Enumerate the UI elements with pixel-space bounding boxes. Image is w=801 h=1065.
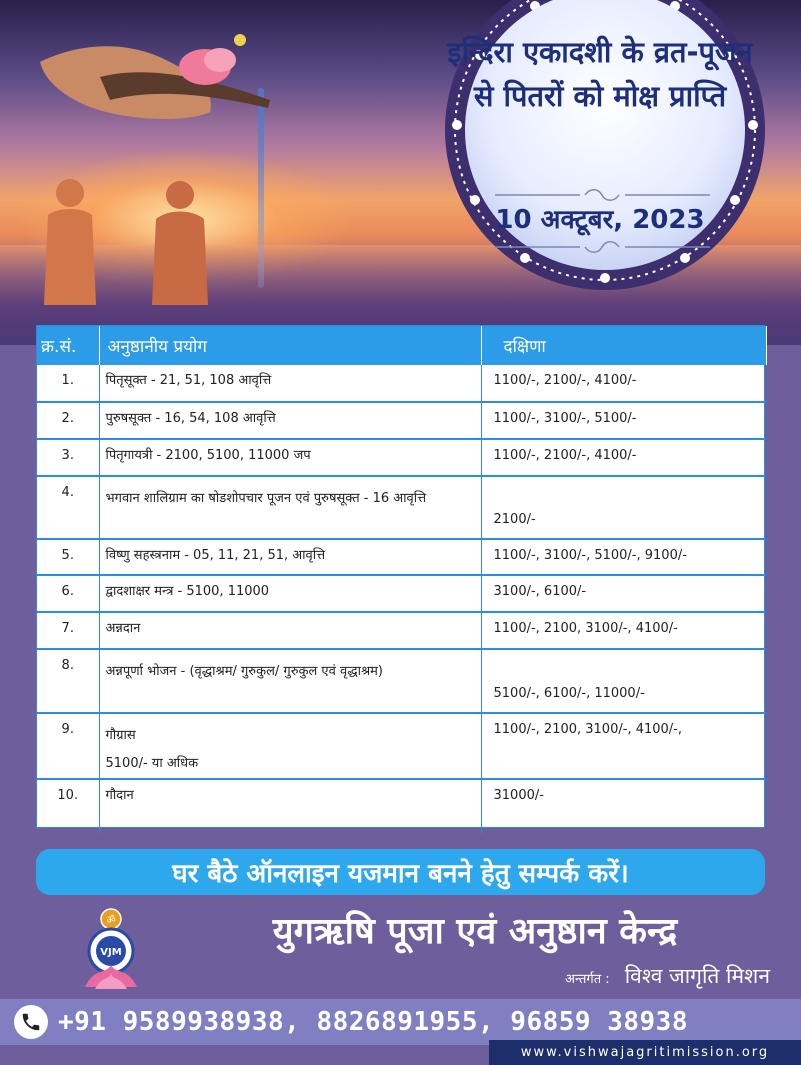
phone-bar	[0, 999, 801, 1045]
org-name: युगऋषि पूजा एवं अनुष्ठान केन्द्र	[272, 911, 678, 952]
logo-text: VJM	[100, 947, 122, 958]
row-number: 4.	[37, 476, 99, 539]
row-number: 8.	[37, 649, 99, 713]
table-row	[37, 365, 766, 402]
table-row	[37, 779, 766, 833]
row-number: 7.	[37, 612, 99, 649]
table-row	[37, 439, 766, 476]
table-row	[37, 713, 766, 779]
page-title: इन्दिरा एकादशी के व्रत-पूजन से पितरों को मोक्ष प्राप्ति	[447, 35, 753, 113]
ritual-name: अन्नदान	[99, 612, 481, 649]
table-row	[37, 539, 766, 575]
row-number: 10.	[37, 779, 99, 833]
fee-amount: 3100/-, 6100/-	[481, 575, 766, 612]
ritual-name-line: गौग्रास	[105, 728, 136, 743]
column-header-serial: क्र.सं.	[37, 326, 99, 365]
ritual-name: गौदान	[99, 779, 481, 833]
parent-org-name: विश्व जागृति मिशन	[624, 964, 770, 988]
vjm-logo-icon	[75, 905, 147, 997]
offering-hands-icon	[40, 22, 280, 132]
fee-amount: 1100/-, 2100/-, 4100/-	[481, 365, 766, 402]
ritual-name: भगवान शालिग्राम का षोडशोपचार पूजन एवं पुरुषसूक्त - 16 आवृत्ति	[99, 476, 481, 539]
fee-amount: 1100/-, 2100/-, 4100/-	[481, 439, 766, 476]
ritual-name: पुरुषसूक्त - 16, 54, 108 आवृत्ति	[99, 402, 481, 439]
phone-icon	[14, 1005, 48, 1039]
fee-amount: 1100/-, 2100, 3100/-, 4100/-	[481, 612, 766, 649]
ritual-name: विष्णु सहस्त्रनाम - 05, 11, 21, 51, आवृत्ति	[99, 539, 481, 575]
ritual-name: पितृसूक्त - 21, 51, 108 आवृत्ति	[99, 365, 481, 402]
row-number: 2.	[37, 402, 99, 439]
row-number: 3.	[37, 439, 99, 476]
fee-amount: 5100/-, 6100/-, 11000/-	[481, 649, 766, 713]
row-number: 1.	[37, 365, 99, 402]
ritual-name	[99, 713, 481, 779]
devotee-silhouette-icon	[40, 175, 100, 305]
fee-amount: 1100/-, 3100/-, 5100/-	[481, 402, 766, 439]
event-date: 10 अक्टूबर, 2023	[495, 205, 705, 235]
fee-amount: 1100/-, 2100, 3100/-, 4100/-,	[481, 713, 766, 779]
column-header-ritual: अनुष्ठानीय प्रयोग	[99, 326, 481, 365]
ritual-name: द्वादशाक्षर मन्त्र - 5100, 11000	[99, 575, 481, 612]
org-parent	[470, 962, 770, 990]
svg-text:ॐ: ॐ	[106, 915, 116, 926]
table-row	[37, 612, 766, 649]
divider-flourish-icon	[495, 240, 710, 254]
row-number: 6.	[37, 575, 99, 612]
row-number: 5.	[37, 539, 99, 575]
row-number: 9.	[37, 713, 99, 779]
website-link[interactable]: www.vishwajagritimission.org	[489, 1040, 801, 1065]
ritual-name-note: 5100/- या अधिक	[105, 756, 199, 771]
devotee-silhouette-icon	[150, 175, 210, 305]
ritual-name: पितृगायत्री - 2100, 5100, 11000 जप	[99, 439, 481, 476]
pricing-table	[36, 325, 765, 828]
fee-amount: 31000/-	[493, 788, 544, 803]
column-header-fee: दक्षिणा	[481, 326, 766, 365]
fee-amount: 1100/-, 3100/-, 5100/-, 9100/-	[481, 539, 766, 575]
fee-amount: 2100/-	[481, 476, 766, 539]
contact-banner: घर बैठे ऑनलाइन यजमान बनने हेतु सम्पर्क करें।	[36, 849, 765, 895]
phone-numbers[interactable]: +91 9589938938, 8826891955, 96859 38938	[58, 1007, 688, 1037]
footer-strip	[0, 1045, 489, 1065]
table-row	[37, 575, 766, 612]
ritual-name: अन्नपूर्णा भोजन - (वृद्धाश्रम/ गुरुकुल/ गुरुकुल एवं वृद्धाश्रम)	[99, 649, 481, 713]
under-label: अन्तर्गत :	[565, 972, 610, 987]
table-row	[37, 649, 766, 713]
table-row	[37, 476, 766, 539]
table-row	[37, 402, 766, 439]
